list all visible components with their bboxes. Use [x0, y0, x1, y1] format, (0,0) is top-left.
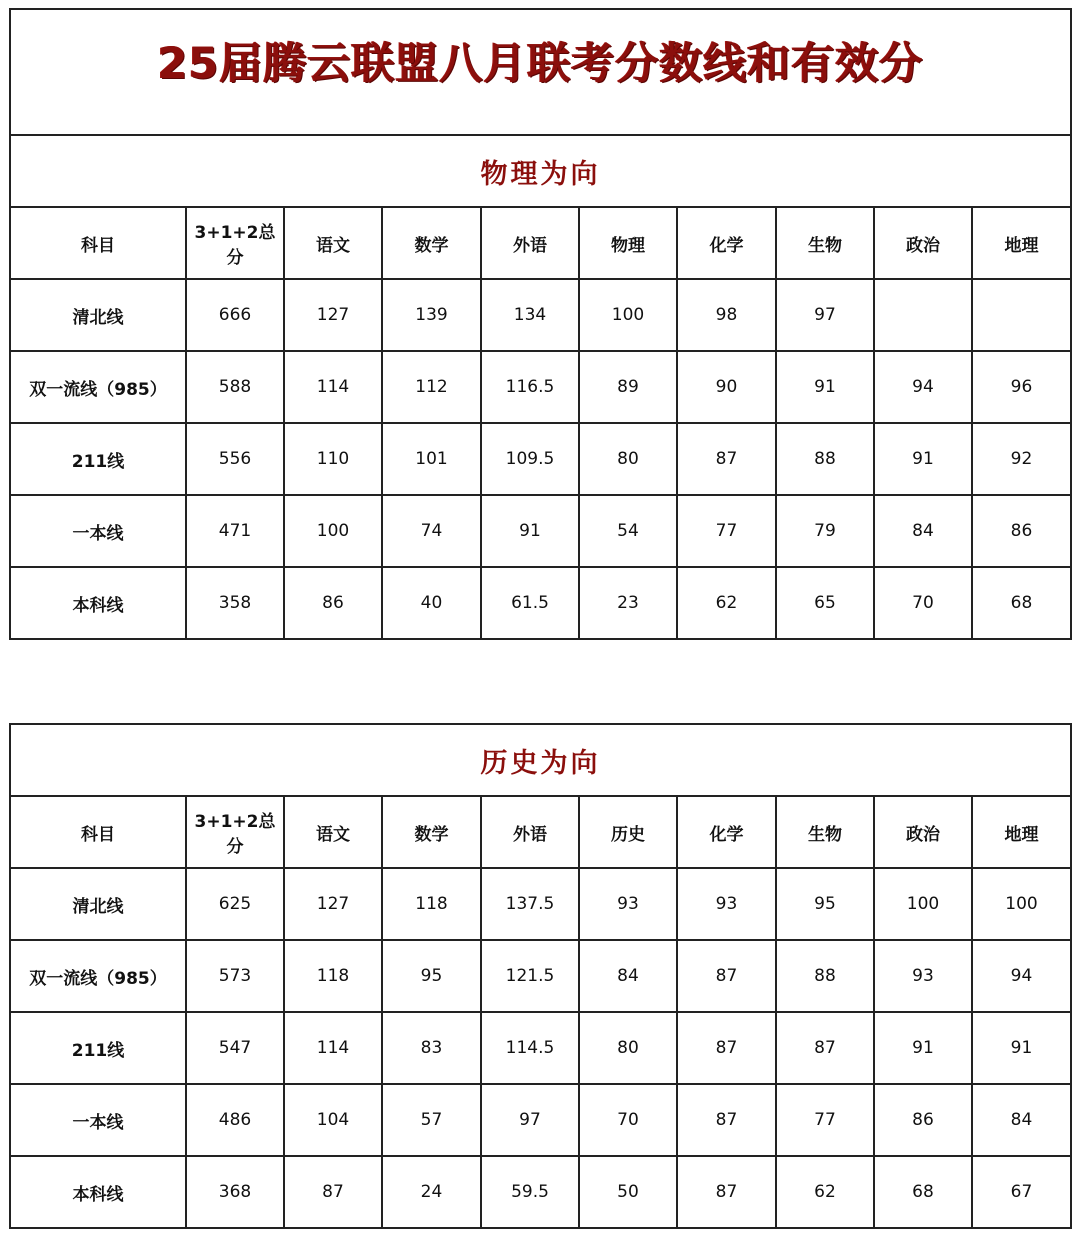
score-cell: 358: [186, 567, 284, 639]
score-cell: 100: [874, 868, 972, 940]
row-label: 双一流线（985）: [10, 940, 186, 1012]
row-label: 清北线: [10, 279, 186, 351]
row-label: 211线: [10, 423, 186, 495]
column-header: 语文: [284, 796, 382, 868]
section-title: 历史为向: [10, 724, 1071, 796]
score-cell: 625: [186, 868, 284, 940]
score-cell: 127: [284, 279, 382, 351]
score-cell: 100: [579, 279, 677, 351]
score-cell: 84: [579, 940, 677, 1012]
score-cell: 90: [677, 351, 776, 423]
column-header: 数学: [382, 207, 481, 279]
score-cell: 93: [677, 868, 776, 940]
score-cell: 118: [284, 940, 382, 1012]
score-cell: 114: [284, 351, 382, 423]
row-label: 一本线: [10, 1084, 186, 1156]
score-cell: 68: [874, 1156, 972, 1228]
table-row: [10, 1084, 1071, 1156]
score-cell: 40: [382, 567, 481, 639]
column-header: 物理: [579, 207, 677, 279]
score-cell: 23: [579, 567, 677, 639]
score-cell: 88: [776, 940, 874, 1012]
score-cell: 65: [776, 567, 874, 639]
table-row: [10, 567, 1071, 639]
score-cell: 91: [874, 1012, 972, 1084]
score-cell: 139: [382, 279, 481, 351]
table-row: [10, 423, 1071, 495]
column-header: 数学: [382, 796, 481, 868]
score-cell: 74: [382, 495, 481, 567]
score-cell: 93: [874, 940, 972, 1012]
column-header: 地理: [972, 207, 1071, 279]
score-cell: 118: [382, 868, 481, 940]
score-cell: 50: [579, 1156, 677, 1228]
row-label: 一本线: [10, 495, 186, 567]
score-cell: 87: [677, 423, 776, 495]
score-cell: 57: [382, 1084, 481, 1156]
section-title-row: [10, 724, 1071, 796]
score-cell: 110: [284, 423, 382, 495]
column-header: 化学: [677, 207, 776, 279]
score-cell: 114: [284, 1012, 382, 1084]
score-cell: 87: [776, 1012, 874, 1084]
score-cell: 80: [579, 1012, 677, 1084]
score-cell: 70: [874, 567, 972, 639]
row-label: 本科线: [10, 1156, 186, 1228]
column-header: 3+1+2总分: [186, 207, 284, 279]
table-row: [10, 495, 1071, 567]
score-cell: 94: [874, 351, 972, 423]
score-cell: 68: [972, 567, 1071, 639]
score-cell: 98: [677, 279, 776, 351]
score-cell: 86: [972, 495, 1071, 567]
score-cell: 101: [382, 423, 481, 495]
table-row: [10, 279, 1071, 351]
score-cell: 92: [972, 423, 1071, 495]
score-cell: 121.5: [481, 940, 579, 1012]
score-cell: 89: [579, 351, 677, 423]
score-cell: 77: [776, 1084, 874, 1156]
column-header: 政治: [874, 796, 972, 868]
score-cell: 486: [186, 1084, 284, 1156]
history-track-table: [9, 723, 1072, 1229]
score-cell: 62: [776, 1156, 874, 1228]
column-header: 语文: [284, 207, 382, 279]
score-cell: 112: [382, 351, 481, 423]
column-header: 地理: [972, 796, 1071, 868]
score-cell: 62: [677, 567, 776, 639]
score-cell: 87: [677, 1084, 776, 1156]
column-header: 外语: [481, 796, 579, 868]
score-cell: 86: [284, 567, 382, 639]
section-title: 物理为向: [10, 135, 1071, 207]
score-cell: 84: [874, 495, 972, 567]
score-cell: 104: [284, 1084, 382, 1156]
score-cell: 137.5: [481, 868, 579, 940]
score-cell: 87: [284, 1156, 382, 1228]
score-cell: 67: [972, 1156, 1071, 1228]
column-header: 政治: [874, 207, 972, 279]
score-cell: 84: [972, 1084, 1071, 1156]
score-cell: 88: [776, 423, 874, 495]
score-cell: 80: [579, 423, 677, 495]
score-cell: [874, 279, 972, 351]
score-cell: 573: [186, 940, 284, 1012]
score-cell: 100: [972, 868, 1071, 940]
section-title-row: [10, 135, 1071, 207]
score-cell: 61.5: [481, 567, 579, 639]
score-cell: 109.5: [481, 423, 579, 495]
column-header: 历史: [579, 796, 677, 868]
score-cell: 91: [972, 1012, 1071, 1084]
column-header: 生物: [776, 796, 874, 868]
score-cell: 556: [186, 423, 284, 495]
score-cell: 70: [579, 1084, 677, 1156]
score-cell: 59.5: [481, 1156, 579, 1228]
score-cell: 134: [481, 279, 579, 351]
row-label: 本科线: [10, 567, 186, 639]
table-row: [10, 868, 1071, 940]
score-cell: 95: [776, 868, 874, 940]
row-label: 211线: [10, 1012, 186, 1084]
score-cell: 83: [382, 1012, 481, 1084]
score-cell: 368: [186, 1156, 284, 1228]
title-box: [9, 8, 1072, 136]
score-cell: 97: [481, 1084, 579, 1156]
score-cell: 127: [284, 868, 382, 940]
score-cell: 91: [776, 351, 874, 423]
score-cell: 24: [382, 1156, 481, 1228]
score-cell: 94: [972, 940, 1071, 1012]
score-cell: 97: [776, 279, 874, 351]
row-label: 清北线: [10, 868, 186, 940]
score-cell: [972, 279, 1071, 351]
header-row: [10, 207, 1071, 279]
score-cell: 96: [972, 351, 1071, 423]
score-cell: 87: [677, 940, 776, 1012]
score-cell: 547: [186, 1012, 284, 1084]
score-cell: 114.5: [481, 1012, 579, 1084]
page-title: 25届腾云联盟八月联考分数线和有效分: [157, 39, 924, 89]
column-header: 化学: [677, 796, 776, 868]
score-cell: 54: [579, 495, 677, 567]
table-row: [10, 1156, 1071, 1228]
score-cell: 588: [186, 351, 284, 423]
score-cell: 77: [677, 495, 776, 567]
score-cell: 91: [874, 423, 972, 495]
score-cell: 116.5: [481, 351, 579, 423]
column-header: 外语: [481, 207, 579, 279]
column-header: 3+1+2总分: [186, 796, 284, 868]
score-cell: 93: [579, 868, 677, 940]
score-cell: 471: [186, 495, 284, 567]
column-header: 生物: [776, 207, 874, 279]
header-row: [10, 796, 1071, 868]
score-cell: 87: [677, 1156, 776, 1228]
table-row: [10, 351, 1071, 423]
row-label: 双一流线（985）: [10, 351, 186, 423]
table-row: [10, 1012, 1071, 1084]
score-cell: 87: [677, 1012, 776, 1084]
score-cell: 91: [481, 495, 579, 567]
score-cell: 100: [284, 495, 382, 567]
score-cell: 95: [382, 940, 481, 1012]
table-row: [10, 940, 1071, 1012]
score-cell: 666: [186, 279, 284, 351]
physics-track-table: [9, 134, 1072, 640]
score-cell: 86: [874, 1084, 972, 1156]
column-header: 科目: [10, 796, 186, 868]
score-cell: 79: [776, 495, 874, 567]
column-header: 科目: [10, 207, 186, 279]
